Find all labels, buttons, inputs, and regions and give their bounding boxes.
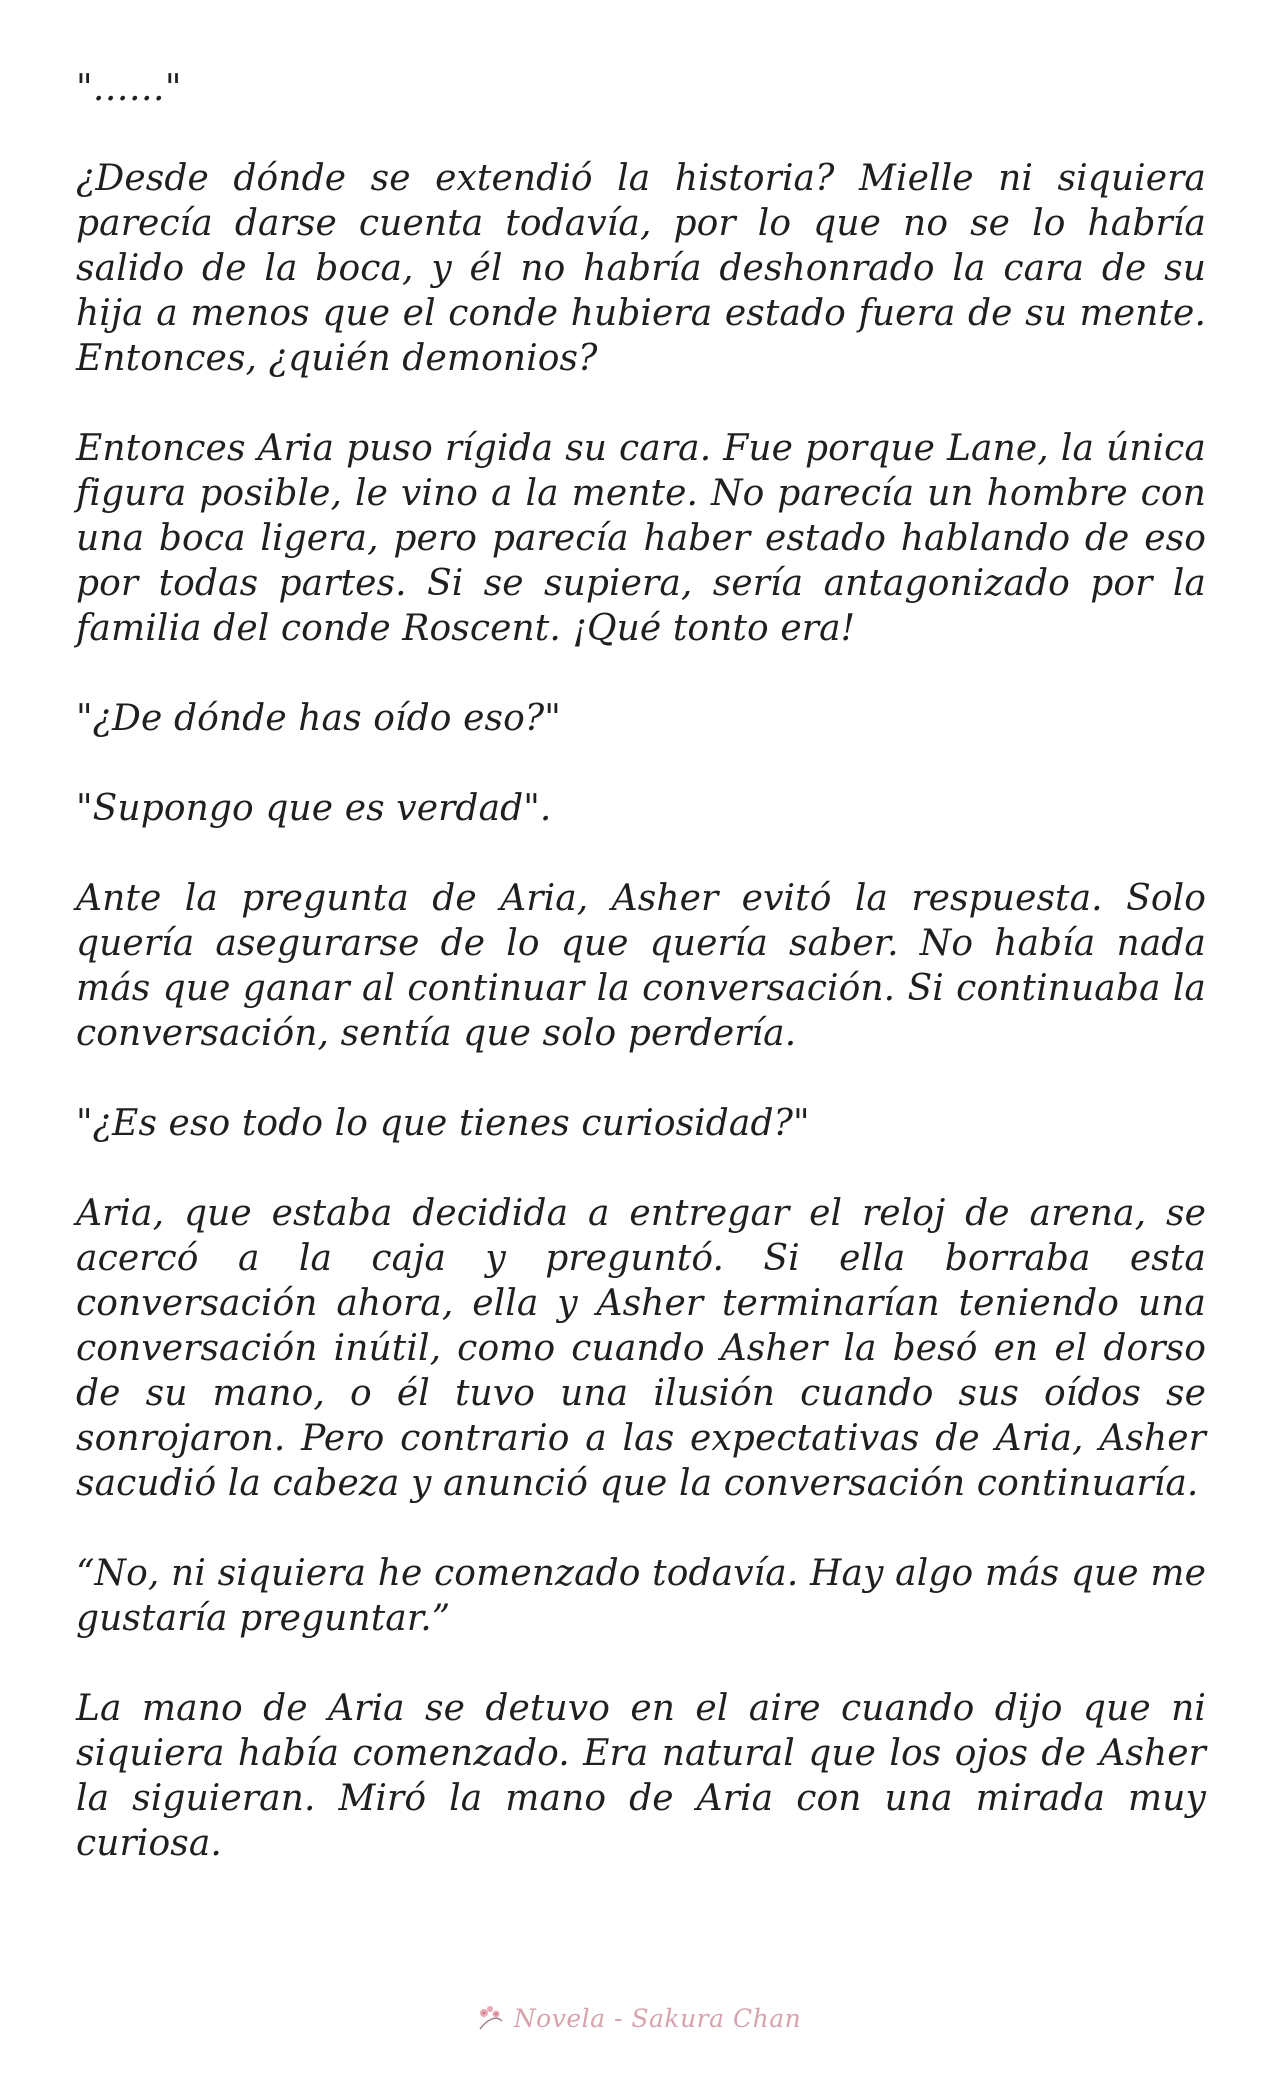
paragraph-2: ¿Desde dónde se extendió la historia? Mielle ni siquiera parecía darse cuenta todavía, por lo que no se lo habría salido de la boca, y él no habría deshonrado la cara de su hija a menos que el conde hubiera estado fuera de su mente. Entonces, ¿quién demonios? [76,158,1206,379]
paragraph-10: La mano de Aria se detuvo en el aire cuando dijo que ni siquiera había comenzado. Era natural que los ojos de Asher la siguieran. Miró la mano de Aria con una mirada muy curiosa. [76,1688,1206,1864]
paragraph-4: "¿De dónde has oído eso?" [76,698,561,739]
paragraph-8: Aria, que estaba decidida a entregar el reloj de arena, se acercó a la caja y preguntó. Si ella borraba esta conversación ahora, ella y Asher terminarían teniendo una conversación inútil, como cuando Asher la besó en el dorso de su mano, o él tuvo una ilusión cuando sus oídos se sonrojaron. Pero contrario a las expectativas de Aria, Asher sacudió la cabeza y anunció que la conversación continuaría. [76,1193,1206,1504]
paragraph-3: Entonces Aria puso rígida su cara. Fue porque Lane, la única figura posible, le vino a la mente. No parecía un hombre con una boca ligera, pero parecía haber estado hablando de eso por todas partes. Si se supiera, sería antagonizado por la familia del conde Roscent. ¡Qué tonto era! [76,428,1206,649]
paragraph-6: Ante la pregunta de Aria, Asher evitó la respuesta. Solo quería asegurarse de lo que quería saber. No había nada más que ganar al continuar la conversación. Si continuaba la conversación, sentía que solo perdería. [76,878,1206,1054]
watermark [0,1998,1275,2038]
watermark-text: Novela - Sakura Chan [513,2003,802,2033]
paragraph-5: "Supongo que es verdad". [76,788,552,829]
cherry-blossom-icon [474,2001,508,2035]
paragraph-9: “No, ni siquiera he comenzado todavía. Hay algo más que me gustaría preguntar.” [76,1553,1206,1639]
text-column [76,66,1206,1866]
paragraph-1: "……" [76,68,182,109]
paragraph-7: "¿Es eso todo lo que tienes curiosidad?" [76,1103,810,1144]
